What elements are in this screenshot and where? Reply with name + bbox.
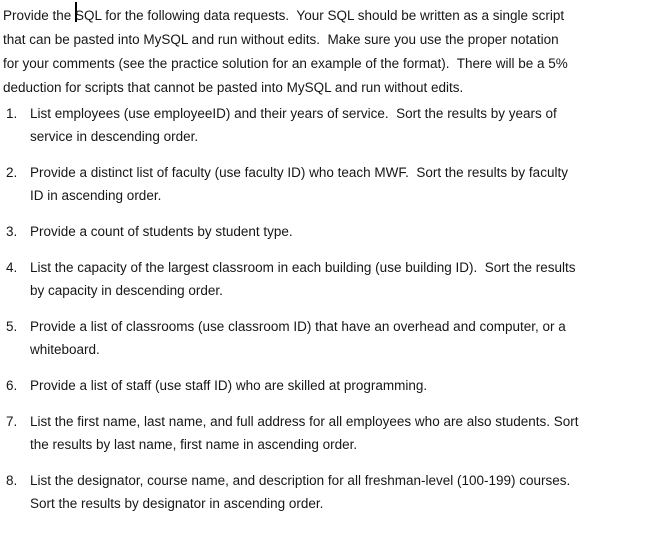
request-item-3 (3, 220, 647, 243)
intro-line1-prefix: Provide the (3, 8, 76, 23)
item-number: 3. (6, 224, 18, 239)
request-item-7 (3, 410, 647, 456)
item-text (30, 102, 647, 148)
item-line: the results by last name, first name in ascending order. (30, 437, 358, 452)
request-item-8 (3, 469, 647, 515)
intro-line1-suffix: SQL for the following data requests. Your SQL should be written as a single script (75, 8, 565, 23)
item-text (30, 410, 647, 456)
intro-line-4: deduction for scripts that cannot be pasted into MySQL and run without edits. (3, 80, 464, 95)
item-text (30, 315, 647, 361)
item-line: Provide a distinct list of faculty (use faculty ID) who teach MWF. Sort the results by faculty (30, 165, 568, 180)
request-item-5 (3, 315, 647, 361)
item-line: List the capacity of the largest classroom in each building (use building ID). Sort the results (30, 260, 576, 275)
item-number: 7. (6, 414, 18, 429)
request-item-2 (3, 161, 647, 207)
item-line: service in descending order. (30, 129, 199, 144)
item-line: whiteboard. (30, 342, 100, 357)
item-line: Sort the results by designator in ascending order. (30, 496, 324, 511)
item-line: List employees (use employeeID) and their years of service. Sort the results by years of (30, 106, 557, 121)
request-item-4 (3, 256, 647, 302)
item-line: Provide a list of classrooms (use classroom ID) that have an overhead and computer, or a (30, 319, 566, 334)
intro-line-2: that can be pasted into MySQL and run without edits. Make sure you use the proper notation (3, 32, 559, 47)
item-text (30, 161, 647, 207)
item-number: 5. (6, 319, 18, 334)
item-number: 8. (6, 473, 18, 488)
item-line: by capacity in descending order. (30, 283, 223, 298)
item-text (30, 469, 647, 515)
item-number: 1. (6, 106, 18, 121)
intro-line-1 (3, 2, 647, 28)
item-text (30, 374, 647, 397)
item-text (30, 256, 647, 302)
request-list (3, 102, 647, 515)
item-text (30, 220, 647, 243)
item-number: 4. (6, 260, 18, 275)
item-number: 6. (6, 378, 18, 393)
item-line: Provide a list of staff (use staff ID) who are skilled at programming. (30, 378, 428, 393)
item-line: Provide a count of students by student type. (30, 224, 293, 239)
item-line: List the designator, course name, and description for all freshman-level (100-199) courses. (30, 473, 571, 488)
item-line: List the first name, last name, and full address for all employees who are also students. Sort (30, 414, 579, 429)
request-item-1 (3, 102, 647, 148)
request-item-6 (3, 374, 647, 397)
item-line: ID in ascending order. (30, 188, 162, 203)
intro-paragraph (3, 2, 647, 100)
intro-line-3: for your comments (see the practice solution for an example of the format). There will be a 5% (3, 56, 568, 71)
item-number: 2. (6, 165, 18, 180)
